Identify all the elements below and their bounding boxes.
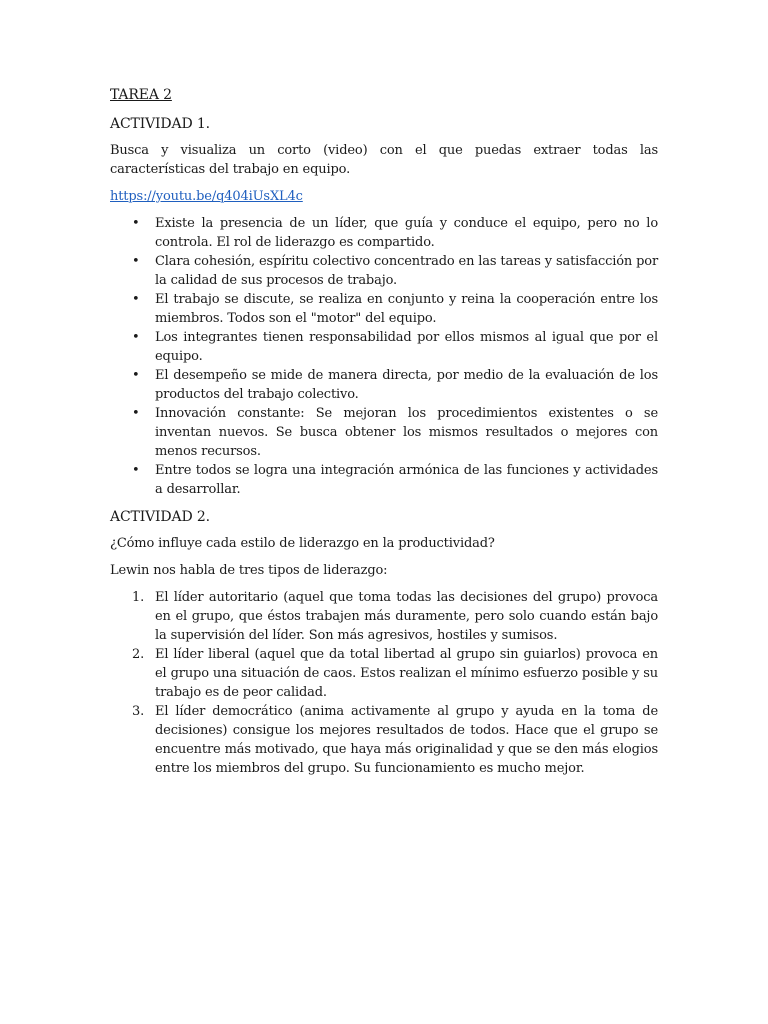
bullet-icon: • [132, 463, 140, 478]
list-item: • Existe la presencia de un líder, que guía y conduce el equipo, pero no lo controla. El rol de liderazgo es compartido. [132, 216, 658, 250]
bullet-icon: • [132, 368, 140, 383]
list-item: 1. El líder autoritario (aquel que toma todas las decisiones del grupo) provoca en el grupo, que éstos trabajen más duramente, pero solo cuando están bajo la supervisión del líder. Son más agresivos, hostiles y sumisos. [132, 590, 658, 643]
item-number: 3. [132, 704, 145, 719]
list-item: • El trabajo se discute, se realiza en conjunto y reina la cooperación entre los miembros. Todos son el "motor" del equipo. [132, 292, 658, 326]
bullet-icon: • [132, 216, 140, 231]
item-number: 2. [132, 647, 145, 662]
document-page [110, 84, 658, 778]
team-characteristics-list [110, 214, 658, 499]
bullet-icon: • [132, 330, 140, 345]
leadership-types-list [110, 588, 658, 778]
list-item: • Entre todos se logra una integración armónica de las funciones y actividades a desarrollar. [132, 463, 658, 497]
activity-2-intro: Lewin nos habla de tres tipos de liderazgo: [110, 563, 388, 578]
video-link[interactable]: https://youtu.be/q404iUsXL4c [110, 189, 303, 204]
bullet-icon: • [132, 254, 140, 269]
list-item: 2. El líder liberal (aquel que da total libertad al grupo sin guiarlos) provoca en el grupo una situación de caos. Estos realizan el mínimo esfuerzo posible y su trabajo es de peor calidad. [132, 647, 658, 700]
list-item: 3. El líder democrático (anima activamente al grupo y ayuda en la toma de decisiones) consigue los mejores resultados de todos. Hace que el grupo se encuentre más motivado, que haya más originalidad y que se den más elogios entre los miembros del grupo. Su funcionamiento es mucho mejor. [132, 704, 658, 776]
activity-2-heading: ACTIVIDAD 2. [110, 509, 210, 525]
bullet-icon: • [132, 292, 140, 307]
list-item: • Innovación constante: Se mejoran los procedimientos existentes o se inventan nuevos. Se busca obtener los mismos resultados o mejores con menos recursos. [132, 406, 658, 459]
bullet-icon: • [132, 406, 140, 421]
item-number: 1. [132, 590, 145, 605]
document-title: TAREA 2 [110, 87, 172, 103]
list-item: • Clara cohesión, espíritu colectivo concentrado en las tareas y satisfacción por la calidad de sus procesos de trabajo. [132, 254, 659, 288]
activity-1-prompt: Busca y visualiza un corto (video) con el que puedas extraer todas las características del trabajo en equipo. [110, 143, 658, 177]
list-item: • Los integrantes tienen responsabilidad por ellos mismos al igual que por el equipo. [132, 330, 658, 364]
list-item: • El desempeño se mide de manera directa, por medio de la evaluación de los productos del trabajo colectivo. [132, 368, 658, 402]
activity-1-heading: ACTIVIDAD 1. [110, 116, 210, 132]
activity-2-question: ¿Cómo influye cada estilo de liderazgo en la productividad? [110, 536, 495, 551]
